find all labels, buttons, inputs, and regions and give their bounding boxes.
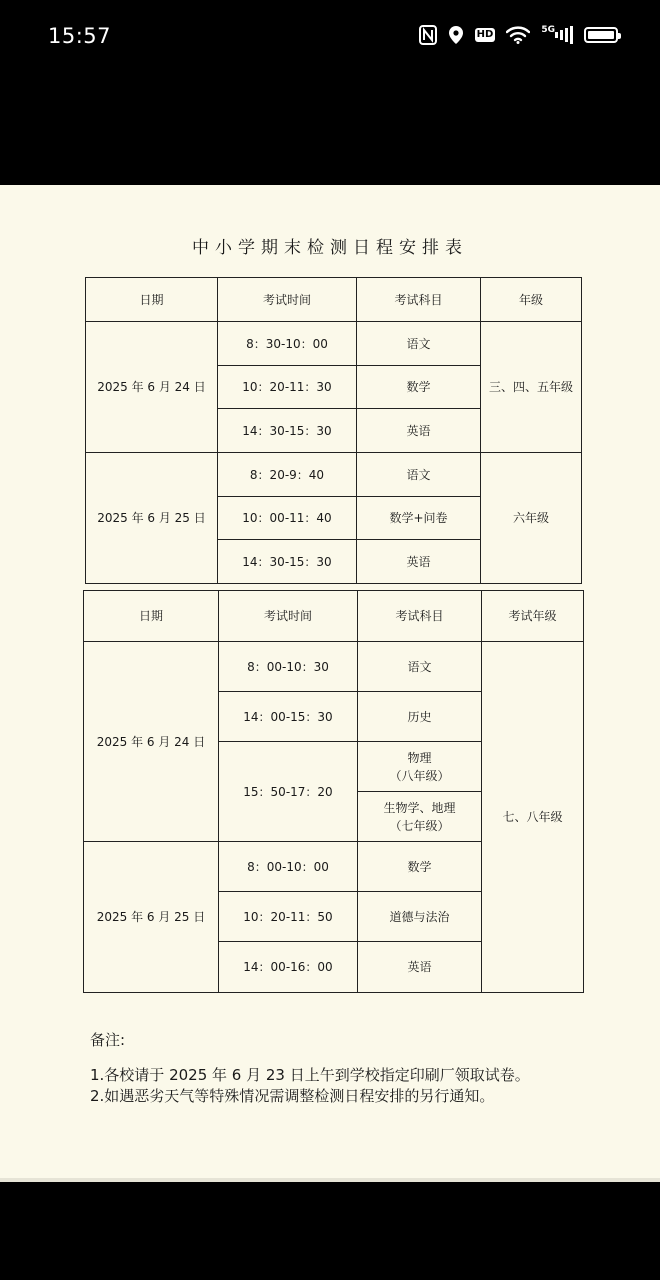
subject-cell [358, 792, 482, 842]
time-cell: 8：30-10：00 [218, 322, 357, 366]
time-cell: 14：00-16：00 [219, 942, 358, 993]
subject-cell: 英语 [357, 409, 481, 453]
header-time: 考试时间 [219, 591, 358, 642]
grade-cell: 三、四、五年级 [481, 322, 582, 453]
location-icon [448, 25, 464, 45]
note-item: 2.如遇恶劣天气等特殊情况需调整检测日程安排的另行通知。 [90, 1087, 495, 1105]
subject-line: 物理 [407, 750, 432, 765]
subject-cell: 语文 [357, 453, 481, 497]
grade-cell: 七、八年级 [482, 642, 584, 993]
time-cell: 10：00-11：40 [218, 497, 357, 540]
subject-cell [358, 742, 482, 792]
time-cell: 14：00-15：30 [219, 692, 358, 742]
nfc-icon [419, 25, 437, 45]
time-cell: 8：00-10：30 [219, 642, 358, 692]
subject-cell: 数学 [358, 842, 482, 892]
notes-section [90, 1030, 530, 1107]
signal-5g-icon [541, 26, 573, 44]
subject-cell: 英语 [358, 942, 482, 993]
time-cell: 14：30-15：30 [218, 409, 357, 453]
subject-line: 生物学、地理 [383, 800, 456, 815]
subject-note: （七年级） [389, 818, 450, 833]
network-label: 5G [541, 25, 555, 35]
header-date: 日期 [86, 278, 218, 322]
status-icons [419, 25, 618, 45]
status-bar [0, 0, 660, 185]
subject-cell: 道德与法治 [358, 892, 482, 942]
time-cell: 8：00-10：00 [219, 842, 358, 892]
subject-cell: 数学 [357, 366, 481, 409]
date-cell: 2025 年 6 月 25 日 [86, 453, 218, 584]
header-subject: 考试科目 [357, 278, 481, 322]
header-date: 日期 [84, 591, 219, 642]
time-cell: 10：20-11：50 [219, 892, 358, 942]
schedule-table-secondary [83, 590, 584, 993]
battery-icon [584, 27, 618, 43]
hd-icon: HD [476, 29, 494, 40]
table-header-row [84, 591, 584, 642]
date-cell: 2025 年 6 月 24 日 [86, 322, 218, 453]
subject-cell: 语文 [357, 322, 481, 366]
date-cell: 2025 年 6 月 24 日 [84, 642, 219, 842]
header-grade: 考试年级 [482, 591, 584, 642]
table-row [86, 322, 582, 366]
note-item: 1.各校请于 2025 年 6 月 23 日上午到学校指定印刷厂领取试卷。 [90, 1066, 530, 1084]
date-cell: 2025 年 6 月 25 日 [84, 842, 219, 993]
table-row [86, 453, 582, 497]
time-cell: 8：20-9：40 [218, 453, 357, 497]
document-page [0, 185, 660, 1178]
subject-cell: 英语 [357, 540, 481, 584]
subject-cell: 数学+问卷 [357, 497, 481, 540]
subject-note: （八年级） [389, 768, 450, 783]
notes-heading: 备注: [90, 1031, 126, 1049]
subject-cell: 历史 [358, 692, 482, 742]
page-title: 中小学期末检测日程安排表 [192, 238, 468, 258]
table-row [84, 642, 584, 692]
header-time: 考试时间 [218, 278, 357, 322]
time-cell: 14：30-15：30 [218, 540, 357, 584]
header-grade: 年级 [481, 278, 582, 322]
navigation-bar [0, 1182, 660, 1280]
time-cell: 15：50-17：20 [219, 742, 358, 842]
subject-cell: 语文 [358, 642, 482, 692]
header-subject: 考试科目 [358, 591, 482, 642]
schedule-table-primary [85, 277, 582, 584]
grade-cell: 六年级 [481, 453, 582, 584]
status-time: 15:57 [48, 24, 112, 48]
table-header-row [86, 278, 582, 322]
time-cell: 10：20-11：30 [218, 366, 357, 409]
wifi-icon [506, 26, 530, 44]
